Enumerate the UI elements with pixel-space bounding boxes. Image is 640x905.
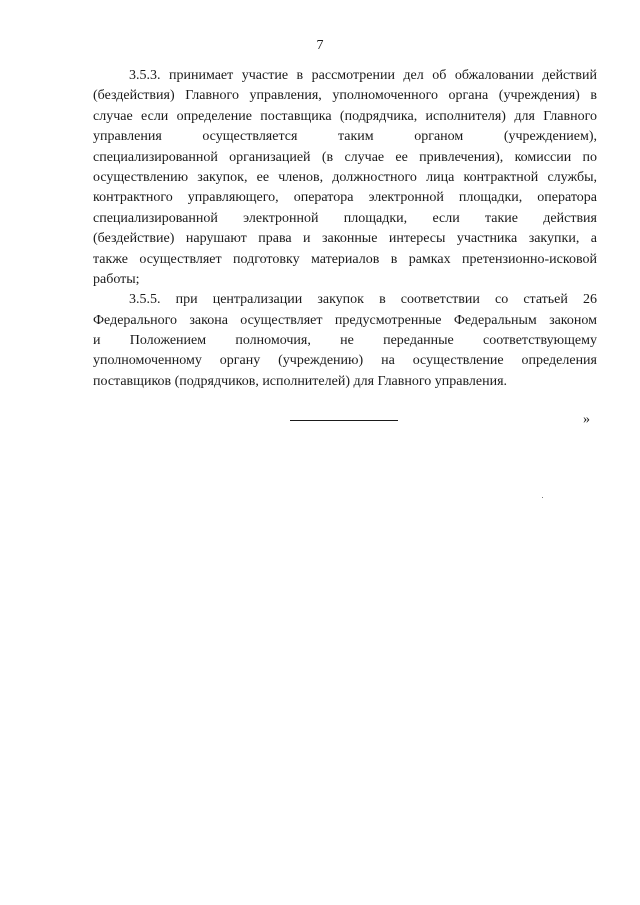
text-line: (бездействия) Главного управления, уполномоченного органа (учреждения) в [93, 88, 597, 104]
text-line: 3.5.5. при централизации закупок в соответствии со статьей 26 [129, 292, 597, 308]
text-line: (бездействие) нарушают права и законные интересы участника закупки, а [93, 231, 597, 247]
text-line: случае если определение поставщика (подрядчика, исполнителя) для Главного [93, 108, 597, 124]
text-line: уполномоченному органу (учреждению) на осуществление определения [93, 353, 597, 369]
text-line: работы; [93, 271, 140, 287]
text-line: специализированной организацией (в случае ее привлечения), комиссии по [93, 149, 597, 165]
paragraph-3-5-3 [93, 66, 597, 290]
scan-speck [542, 497, 543, 498]
text-line: управления осуществляется таким органом (учреждением), [93, 129, 597, 145]
closing-quote: » [583, 412, 590, 427]
separator-line [290, 420, 398, 421]
document-body [93, 66, 597, 392]
text-line: и Положением полномочия, не переданные соответствующему [93, 333, 597, 349]
text-line: осуществлению закупок, ее членов, должностного лица контрактной службы, [93, 169, 597, 185]
text-line: контрактного управляющего, оператора электронной площадки, оператора [93, 190, 597, 206]
paragraph-3-5-5 [93, 290, 597, 392]
text-line: Федерального закона осуществляет предусмотренные Федеральным законом [93, 312, 597, 328]
text-line: специализированной электронной площадки, если такие действия [93, 210, 597, 226]
text-line: 3.5.3. принимает участие в рассмотрении дел об обжаловании действий [129, 68, 597, 83]
page-number: 7 [316, 38, 324, 53]
text-line: поставщиков (подрядчиков, исполнителей) для Главного управления. [93, 373, 508, 389]
text-line: также осуществляет подготовку материалов в рамках претензионно-исковой [93, 251, 597, 267]
